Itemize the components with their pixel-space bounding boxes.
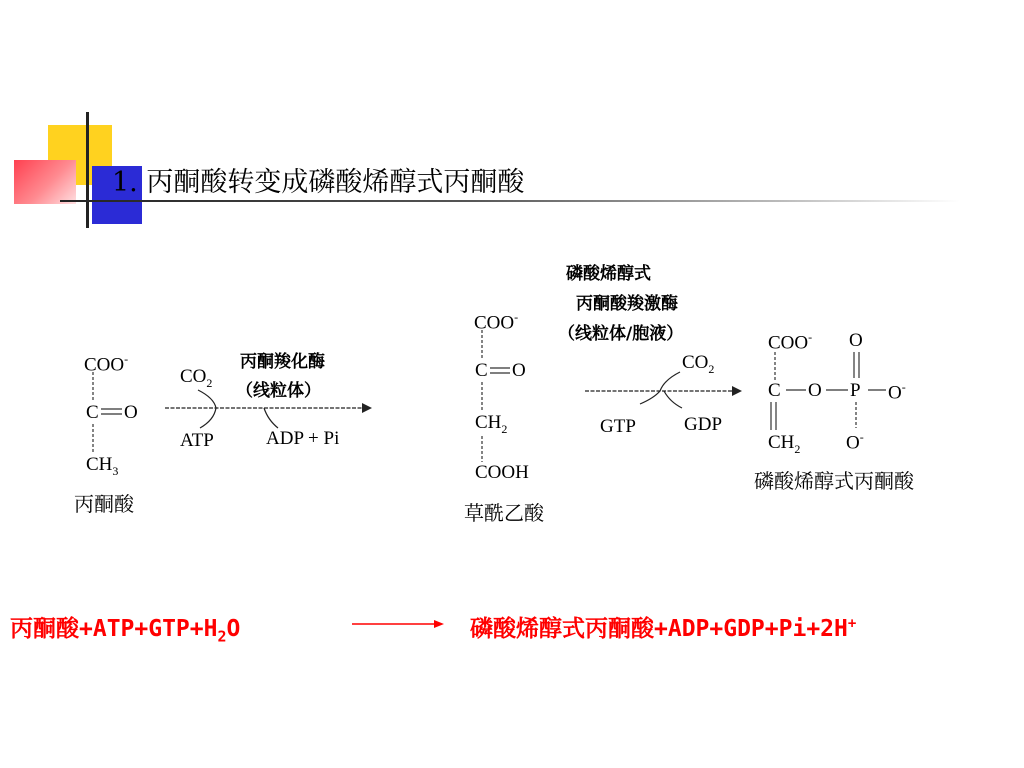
reaction2-co2-sub: 2 <box>708 361 715 376</box>
pep-ch2: $CH_2$ <box>768 432 801 456</box>
pep-oxygen-right-charge: - <box>901 380 906 394</box>
oxaloacetate-name: 草酰乙酸 <box>464 501 544 525</box>
oxaloacetate-oxygen: O <box>512 360 526 381</box>
oxaloacetate-ch2: $CH_2$ <box>475 412 508 436</box>
pep-oxygen-right: O- <box>888 380 906 404</box>
reaction1-co2-sub: 2 <box>206 375 213 390</box>
reaction1-arrowhead <box>362 403 372 413</box>
reaction2-co2: $CO_2$ <box>682 352 715 376</box>
pep-phosphorus: P <box>850 380 861 401</box>
reaction2-gdp-curve <box>664 391 682 408</box>
slide-title: 1. 丙酮酸转变成磷酸烯醇式丙酮酸 <box>112 167 525 198</box>
oxaloacetate-coo-charge: - <box>514 310 519 324</box>
reaction2-enzyme-location: （线粒体/胞液） <box>558 324 684 344</box>
summary-arrowhead <box>434 620 444 628</box>
summary-reactants: 丙酮酸$+ATP+GTP+H_2O$ <box>10 616 241 646</box>
pyruvate-oxygen: O <box>124 402 138 423</box>
reaction1-co2-curve <box>198 390 216 408</box>
oxaloacetate-ch2-sub: 2 <box>501 421 508 436</box>
pep-carbon: C <box>768 380 781 401</box>
pyruvate-coo: COO- <box>84 352 129 376</box>
pyruvate-coo-charge: - <box>124 352 129 366</box>
pyruvate-ch3: $CH_3$ <box>86 454 119 478</box>
summary-products: 磷酸烯醇式丙酮酸+ADP+GDP+Pi+2H+ <box>470 615 857 642</box>
oxaloacetate-carbon: C <box>475 360 488 381</box>
pep-bridge-oxygen: O <box>808 380 822 401</box>
reaction2-gtp-curve <box>640 391 660 404</box>
reaction1-enzyme-name: 丙酮羧化酶 <box>240 352 325 372</box>
pyruvate-carbon: C <box>86 402 99 423</box>
reaction2-enzyme-line2: 丙酮酸羧激酶 <box>576 294 678 314</box>
pep-name: 磷酸烯醇式丙酮酸 <box>754 469 914 493</box>
reaction1-adp-pi: ADP + Pi <box>266 428 340 449</box>
pep-ch2-sub: 2 <box>794 441 801 456</box>
reaction2-enzyme-line1: 磷酸烯醇式 <box>566 264 651 284</box>
oxaloacetate-cooh: COOH <box>475 462 529 483</box>
oxaloacetate-coo: COO- <box>474 310 519 334</box>
summary-h2o-sub: 2 <box>217 627 227 646</box>
reaction1-enzyme-location: （线粒体） <box>236 381 321 401</box>
pyruvate-name: 丙酮酸 <box>74 492 134 516</box>
pep-coo-charge: - <box>808 330 813 344</box>
reaction1-atp-curve <box>200 408 216 428</box>
reaction2-gtp: GTP <box>600 416 636 437</box>
reaction1-atp: ATP <box>180 430 214 451</box>
reaction2-arrowhead <box>732 386 742 396</box>
reaction1-co2: $CO_2$ <box>180 366 213 390</box>
pyruvate-ch3-sub: 3 <box>112 463 119 478</box>
pep-oxygen-bottom-charge: - <box>859 430 864 444</box>
reaction2-co2-curve <box>660 372 680 391</box>
reaction1-adp-curve <box>264 408 278 428</box>
pep-coo: COO- <box>768 330 813 354</box>
pep-oxygen-bottom: O- <box>846 430 864 454</box>
reaction2-gdp: GDP <box>684 414 723 435</box>
pep-oxygen-top: O <box>849 330 863 351</box>
summary-h-charge: + <box>847 615 857 632</box>
